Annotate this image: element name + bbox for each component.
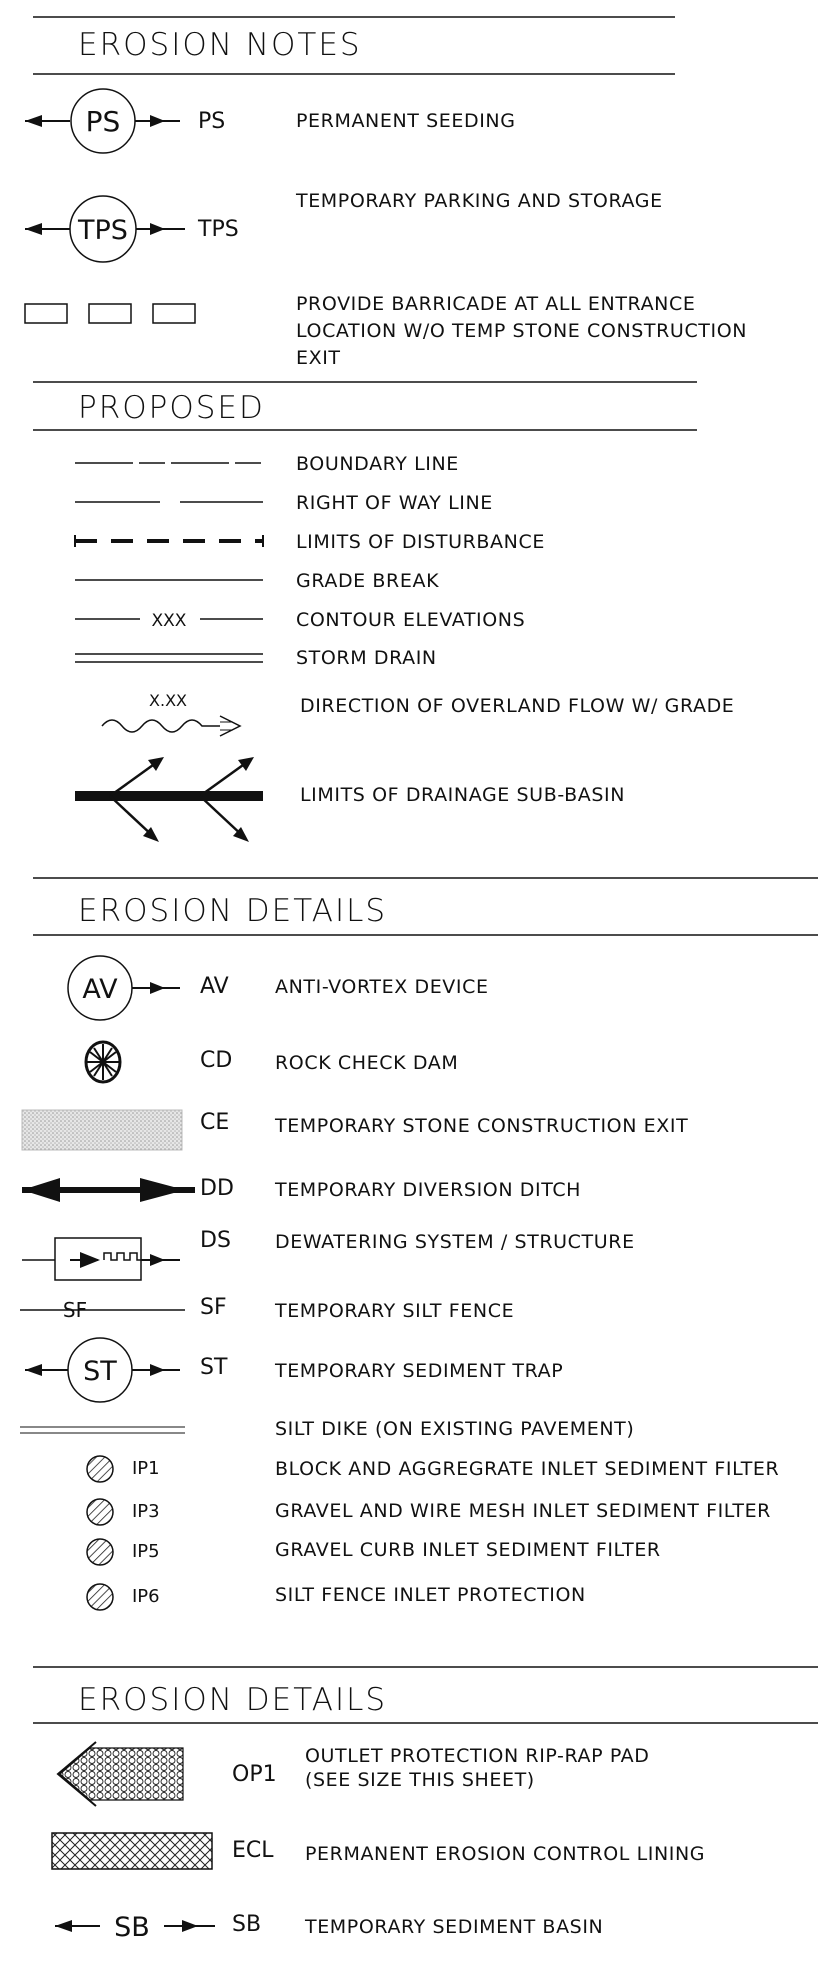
code-ps: PS [198,109,226,134]
sb-symbol-text: SB [114,1912,150,1943]
label-sediment-trap: TEMPORARY SEDIMENT TRAP [275,1360,564,1382]
drainage-sub-basin-icon [75,757,263,842]
inlet-ip5-icon [87,1539,113,1565]
sf-symbol-text: SF [62,1298,88,1322]
sediment-trap-icon [25,1338,180,1402]
code-op1: OP1 [232,1762,277,1787]
code-ip6: IP6 [132,1586,160,1607]
label-diversion-ditch: TEMPORARY DIVERSION DITCH [275,1179,582,1201]
label-drainage-sub-basin: LIMITS OF DRAINAGE SUB-BASIN [300,784,626,806]
section-title-erosion-details: EROSION DETAILS [78,893,388,929]
storm-drain-icon [75,654,263,662]
label-rip-rap-line-2: (SEE SIZE THIS SHEET) [305,1769,535,1791]
temporary-parking-icon [25,196,185,262]
code-cd: CD [200,1048,233,1073]
ps-symbol-text: PS [85,105,121,138]
section-title-proposed: PROPOSED [78,390,265,426]
label-barricade-line-1: PROVIDE BARRICADE AT ALL ENTRANCE [296,293,696,315]
label-storm-drain: STORM DRAIN [296,647,437,669]
label-barricade-line-2: LOCATION W/O TEMP STONE CONSTRUCTION [296,320,748,342]
silt-fence-icon [20,1298,185,1322]
label-erosion-lining: PERMANENT EROSION CONTROL LINING [305,1843,706,1865]
label-permanent-seeding: PERMANENT SEEDING [296,110,516,132]
code-ecl: ECL [232,1838,274,1863]
label-rip-rap-line-1: OUTLET PROTECTION RIP-RAP PAD [305,1745,650,1767]
label-ip1: BLOCK AND AGGREGRATE INLET SEDIMENT FILTER [275,1458,780,1480]
dewatering-icon [22,1238,180,1280]
overland-flow-symbol-text: X.XX [149,691,187,710]
code-tps: TPS [198,217,239,242]
inlet-ip3-icon [87,1499,113,1525]
label-boundary-line: BOUNDARY LINE [296,453,459,475]
code-ce: CE [200,1110,230,1135]
label-grade-break: GRADE BREAK [296,570,440,592]
code-st: ST [200,1355,228,1380]
inlet-ip1-icon [87,1456,113,1482]
label-stone-exit: TEMPORARY STONE CONSTRUCTION EXIT [275,1115,689,1137]
label-silt-dike: SILT DIKE (ON EXISTING PAVEMENT) [275,1418,635,1440]
label-rock-check-dam: ROCK CHECK DAM [275,1052,459,1074]
contour-symbol-text: XXX [151,611,187,631]
stone-exit-icon [22,1110,182,1150]
erosion-lining-icon [52,1833,212,1869]
av-symbol-text: AV [82,974,118,1005]
permanent-seeding-icon [25,89,180,153]
label-silt-fence: TEMPORARY SILT FENCE [275,1300,515,1322]
label-dewatering: DEWATERING SYSTEM / STRUCTURE [275,1231,635,1253]
code-sf: SF [200,1295,227,1320]
silt-dike-icon [20,1427,185,1433]
label-anti-vortex: ANTI-VORTEX DEVICE [275,976,489,998]
st-symbol-text: ST [83,1356,117,1387]
code-ds: DS [200,1228,231,1253]
rock-check-dam-icon [86,1042,120,1082]
code-dd: DD [200,1176,234,1201]
label-ip5: GRAVEL CURB INLET SEDIMENT FILTER [275,1539,661,1561]
label-limits-of-disturbance: LIMITS OF DISTURBANCE [296,531,545,553]
tps-symbol-text: TPS [78,215,128,246]
label-contour-elevations: CONTOUR ELEVATIONS [296,609,526,631]
label-overland-flow: DIRECTION OF OVERLAND FLOW W/ GRADE [300,695,735,717]
label-ip6: SILT FENCE INLET PROTECTION [275,1584,586,1606]
contour-elevation-icon [75,611,263,631]
code-ip3: IP3 [132,1501,160,1522]
code-ip5: IP5 [132,1541,160,1562]
anti-vortex-icon [68,956,180,1020]
label-ip3: GRAVEL AND WIRE MESH INLET SEDIMENT FILTER [275,1500,771,1522]
label-right-of-way-line: RIGHT OF WAY LINE [296,492,493,514]
code-ip1: IP1 [132,1458,160,1479]
label-barricade-line-3: EXIT [296,347,341,369]
label-sediment-basin: TEMPORARY SEDIMENT BASIN [305,1916,604,1938]
inlet-ip6-icon [87,1584,113,1610]
section-title-erosion-details-2: EROSION DETAILS [78,1682,388,1718]
sediment-basin-icon [55,1912,215,1943]
barricade-icon [25,304,195,323]
limits-of-disturbance-icon [75,535,263,547]
diversion-ditch-icon [22,1178,195,1202]
inlet-icons [87,1456,113,1610]
rip-rap-pad-icon [58,1742,183,1806]
overland-flow-icon [102,691,240,736]
section-title-erosion-notes: EROSION NOTES [78,27,362,63]
code-av: AV [200,974,229,999]
label-temporary-parking: TEMPORARY PARKING AND STORAGE [296,190,663,212]
code-sb: SB [232,1912,262,1937]
